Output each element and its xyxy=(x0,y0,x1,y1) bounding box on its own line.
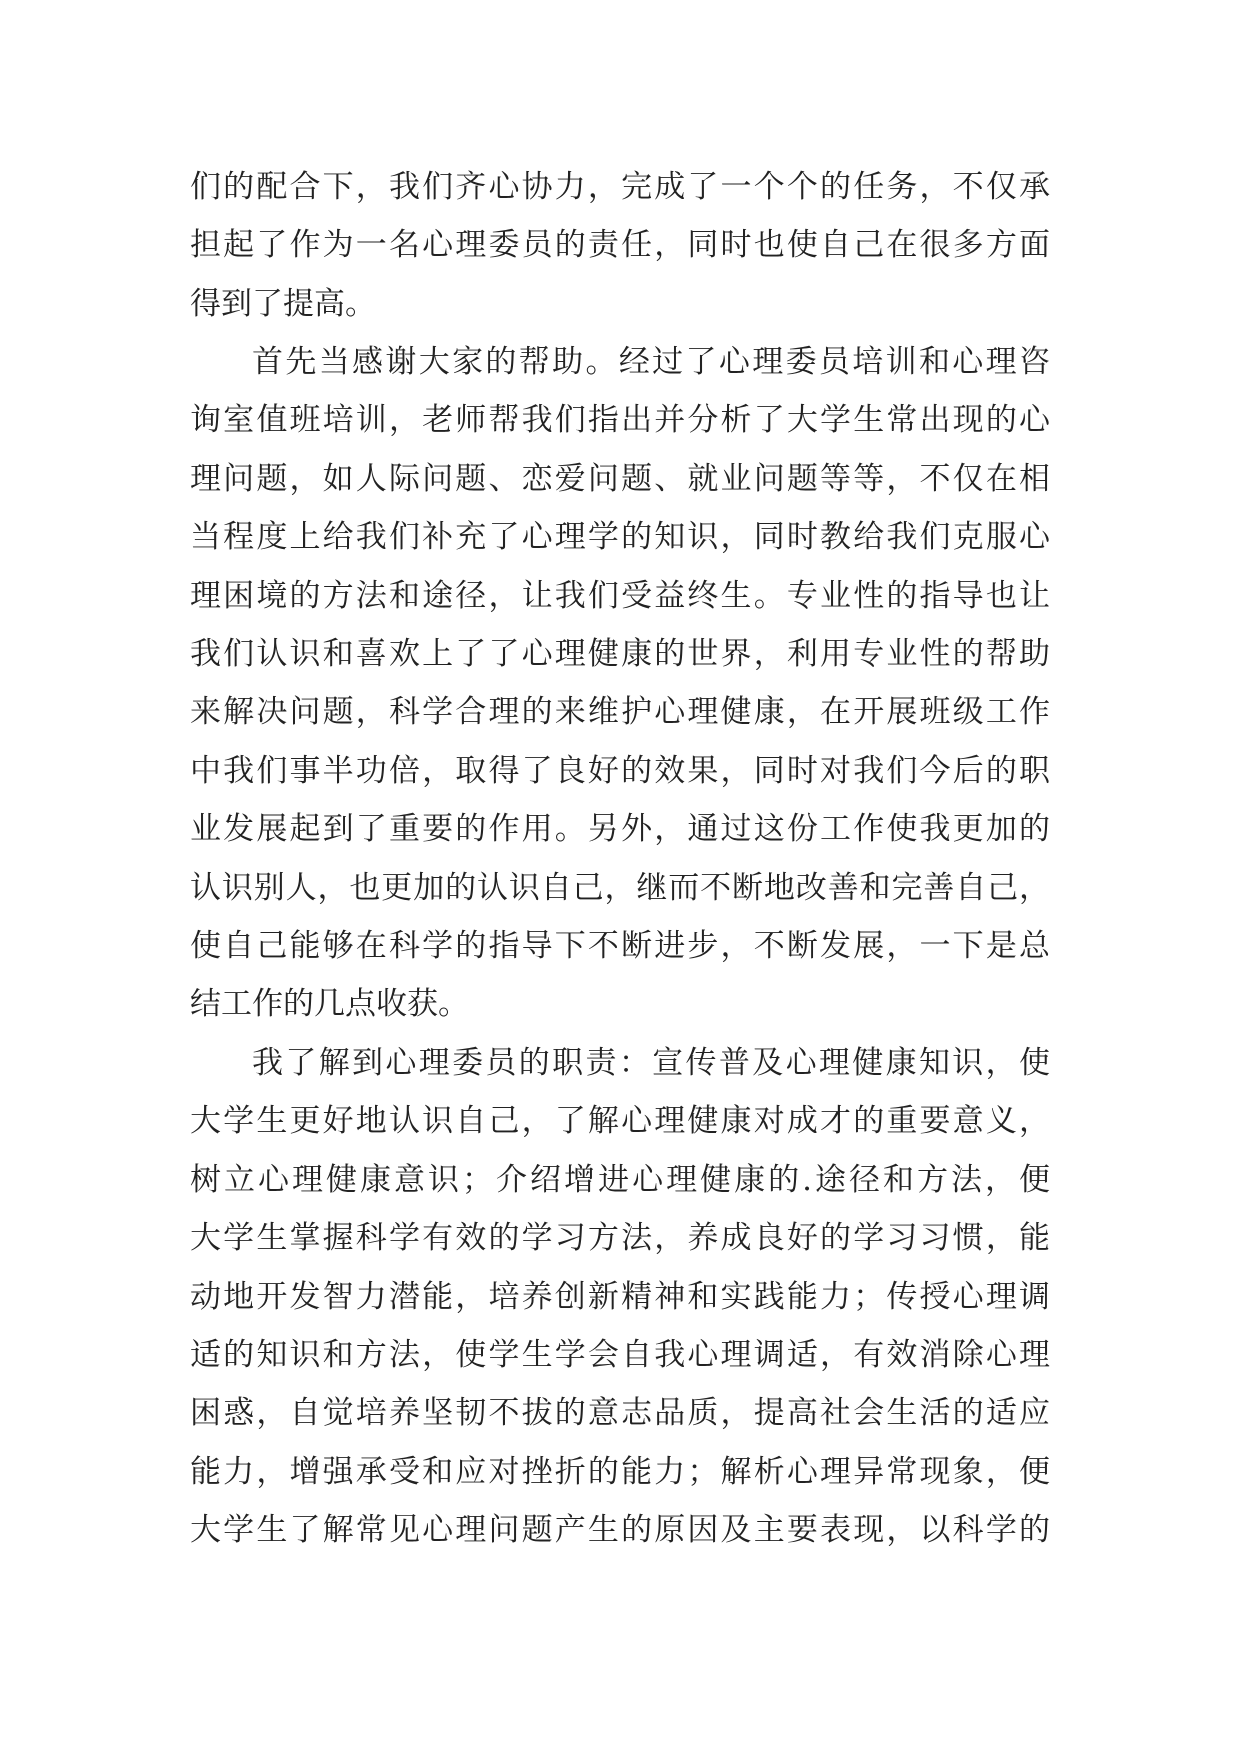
text-line: 首先当感谢大家的帮助。经过了心理委员培训和心理咨 xyxy=(252,344,1050,380)
text-line: 中我们事半功倍，取得了良好的效果，同时对我们今后的职 xyxy=(190,752,1050,789)
text-line: 认识别人，也更加的认识自己，继而不断地改善和完善自己， xyxy=(190,869,1050,906)
text-line: 询室值班培训，老师帮我们指出并分析了大学生常出现的心 xyxy=(190,402,1050,439)
text-line: 大学生了解常见心理问题产生的原因及主要表现，以科学的 xyxy=(190,1512,1050,1549)
text-line: 业发展起到了重要的作用。另外，通过这份工作使我更加的 xyxy=(190,811,1050,848)
text-line: 我们认识和喜欢上了了心理健康的世界，利用专业性的帮助 xyxy=(190,635,1050,672)
text-line: 理困境的方法和途径，让我们受益终生。专业性的指导也让 xyxy=(190,577,1050,614)
text-line: 能力，增强承受和应对挫折的能力；解析心理异常现象，便 xyxy=(190,1453,1050,1490)
paragraph-2 xyxy=(190,333,1050,1034)
text-line: 来解决问题，科学合理的来维护心理健康，在开展班级工作 xyxy=(190,694,1050,731)
text-line: 们的配合下，我们齐心协力，完成了一个个的任务，不仅承 xyxy=(190,169,1050,205)
text-line: 结工作的几点收获。 xyxy=(190,986,469,1023)
text-line: 得到了提高。 xyxy=(190,285,376,322)
text-line: 大学生更好地认识自己，了解心理健康对成才的重要意义， xyxy=(190,1103,1050,1140)
text-line: 使自己能够在科学的指导下不断进步，不断发展，一下是总 xyxy=(190,927,1050,964)
text-line: 动地开发智力潜能，培养创新精神和实践能力；传授心理调 xyxy=(190,1278,1050,1315)
text-line: 担起了作为一名心理委员的责任，同时也使自己在很多方面 xyxy=(190,227,1050,264)
text-line: 树立心理健康意识；介绍增进心理健康的.途径和方法，便 xyxy=(190,1161,1050,1198)
text-line: 困惑，自觉培养坚韧不拔的意志品质，提高社会生活的适应 xyxy=(190,1395,1050,1432)
text-line: 当程度上给我们补充了心理学的知识，同时教给我们克服心 xyxy=(190,519,1050,556)
text-line: 大学生掌握科学有效的学习方法，养成良好的学习习惯，能 xyxy=(190,1220,1050,1257)
text-line: 理问题，如人际问题、恋爱问题、就业问题等等，不仅在相 xyxy=(190,460,1050,497)
text-line: 适的知识和方法，使学生学会自我心理调适，有效消除心理 xyxy=(190,1336,1050,1373)
paragraph-3 xyxy=(190,1034,1050,1560)
paragraph-1 xyxy=(190,158,1050,333)
text-line: 我了解到心理委员的职责：宣传普及心理健康知识，使 xyxy=(252,1045,1050,1081)
